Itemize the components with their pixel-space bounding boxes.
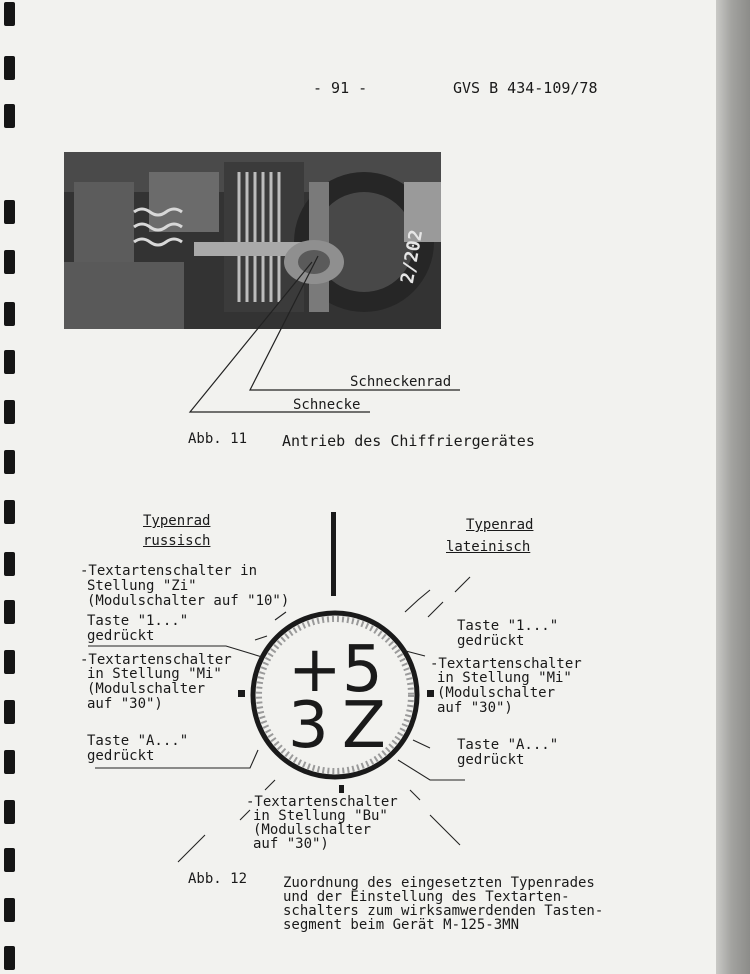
left-label-mi-line3: (Modulschalter: [87, 681, 206, 697]
figure12-caption-line3: schalters zum wirksamwerdenden Tasten-: [283, 903, 604, 919]
wheel-top-indicator: [331, 512, 336, 596]
left-label-zi-line2: Stellung "Zi": [87, 578, 197, 594]
left-marker: [238, 690, 245, 697]
right-label-mi-line1: -Textartenschalter: [430, 656, 582, 672]
wheel-glyph-three: 3: [288, 689, 329, 763]
bottom-marker: [339, 785, 344, 793]
right-marker: [427, 690, 434, 697]
right-label-key1-line1: Taste "1...": [457, 618, 559, 634]
right-label-mi-line3: (Modulschalter: [437, 685, 556, 701]
right-label-keyA-line1: Taste "A...": [457, 737, 559, 753]
left-label-zi-line1: -Textartenschalter in: [80, 563, 258, 579]
wheel-glyph-five: 5: [342, 633, 383, 707]
bottom-label-bu-line2: in Stellung "Bu": [253, 808, 388, 824]
right-label-keyA-line2: gedrückt: [457, 752, 525, 768]
wheel-glyph-plus: +: [288, 633, 342, 707]
left-wheel-heading-sub: russisch: [143, 533, 211, 549]
bottom-label-bu-line3: (Modulschalter: [253, 822, 372, 838]
document-id: GVS B 434-109/78: [453, 79, 598, 97]
left-label-zi-line3: (Modulschalter auf "10"): [87, 593, 290, 609]
left-label-key1-line1: Taste "1...": [87, 613, 189, 629]
label-worm: Schnecke: [293, 397, 361, 413]
bottom-label-bu-line4: auf "30"): [253, 836, 329, 852]
photo-engraved-number: 2/202: [397, 228, 428, 286]
left-label-mi-line1: -Textartenschalter: [80, 652, 232, 668]
figure12-caption-label: Abb. 12: [188, 871, 248, 887]
label-worm-wheel: Schneckenrad: [350, 374, 452, 390]
left-label-mi-line4: auf "30"): [87, 696, 163, 712]
left-label-mi-line2: in Stellung "Mi": [87, 666, 222, 682]
right-wheel-heading: Typenrad: [466, 517, 534, 533]
left-wheel-heading: Typenrad: [143, 513, 211, 529]
page-number: - 91 -: [313, 79, 368, 97]
left-label-keyA-line1: Taste "A...": [87, 733, 189, 749]
figure12-caption-line1: Zuordnung des eingesetzten Typenrades: [283, 875, 595, 891]
right-label-mi-line4: auf "30"): [437, 700, 513, 716]
right-wheel-heading-sub: lateinisch: [446, 539, 531, 555]
wheel-glyph-z: Z: [342, 689, 386, 763]
figure11-caption-text: Antrieb des Chiffriergerätes: [282, 432, 535, 450]
figure11-caption-label: Abb. 11: [188, 431, 248, 447]
right-label-mi-line2: in Stellung "Mi": [437, 670, 572, 686]
bottom-label-bu-line1: -Textartenschalter: [246, 794, 398, 810]
right-label-key1-line2: gedrückt: [457, 633, 525, 649]
figure12-caption-line2: und der Einstellung des Textarten-: [283, 889, 570, 905]
figure12-caption-line4: segment beim Gerät M-125-3MN: [283, 917, 520, 933]
left-label-key1-line2: gedrückt: [87, 628, 155, 644]
left-label-keyA-line2: gedrückt: [87, 748, 155, 764]
